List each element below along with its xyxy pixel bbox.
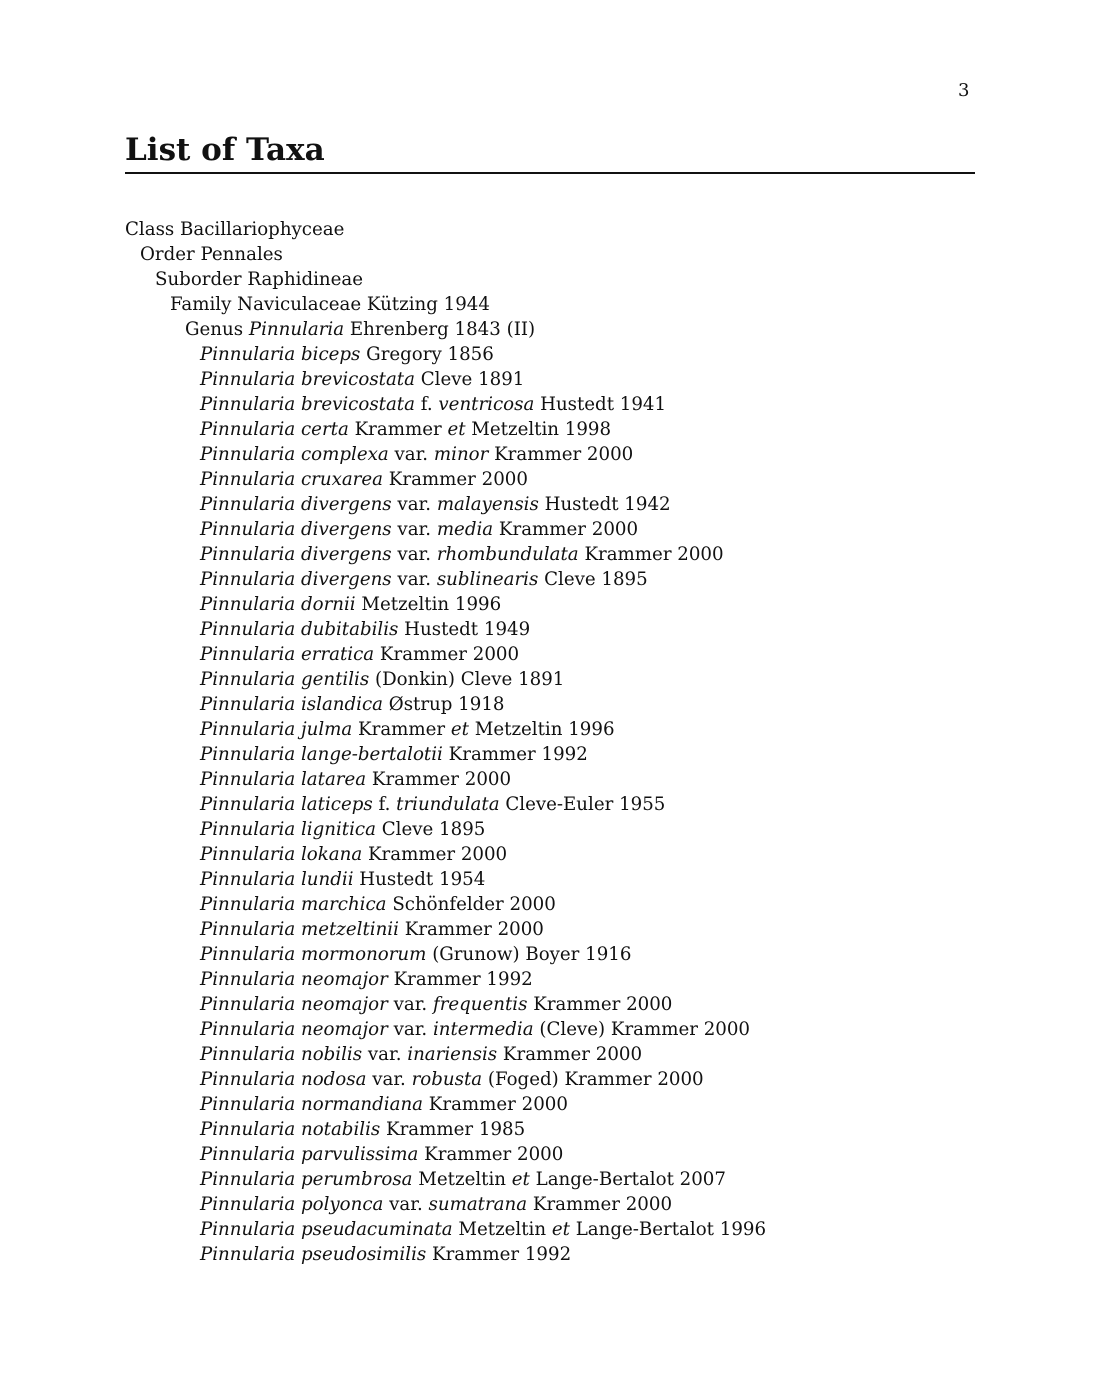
- taxon-name-italic: Pinnularia divergens: [200, 569, 392, 590]
- taxon-text: Østrup 1918: [383, 694, 505, 715]
- taxon-name-italic: Pinnularia biceps: [200, 344, 361, 365]
- taxon-text: Krammer 2000: [527, 994, 673, 1015]
- taxon-entry: [125, 642, 975, 667]
- taxon-entry: [125, 1242, 975, 1267]
- taxon-name-italic: Pinnularia nodosa: [200, 1069, 367, 1090]
- taxon-name-italic: Pinnularia laticeps: [200, 794, 373, 815]
- taxon-text: Metzeltin: [412, 1169, 512, 1190]
- taxon-text: Hustedt 1949: [398, 619, 531, 640]
- taxon-text: var.: [391, 519, 437, 540]
- taxon-text: var.: [362, 1044, 408, 1065]
- taxon-name-italic: Pinnularia divergens: [200, 544, 392, 565]
- taxon-entry: [125, 1067, 975, 1092]
- taxon-name-italic: sublinearis: [436, 569, 539, 590]
- taxon-text: var.: [391, 544, 437, 565]
- taxon-name-italic: inariensis: [407, 1044, 498, 1065]
- taxon-text: (Donkin) Cleve 1891: [369, 669, 565, 690]
- taxon-text: Krammer 2000: [366, 769, 512, 790]
- taxon-name-italic: sumatrana: [428, 1194, 528, 1215]
- taxon-entry: [125, 1217, 975, 1242]
- taxon-text: var.: [387, 1019, 433, 1040]
- taxon-text: Metzeltin 1996: [468, 719, 615, 740]
- taxon-text: Genus: [185, 319, 249, 340]
- taxon-name-italic: Pinnularia certa: [200, 419, 349, 440]
- taxon-name-italic: Pinnularia gentilis: [200, 669, 370, 690]
- taxon-text: Krammer 2000: [362, 844, 508, 865]
- taxon-entry: [125, 267, 975, 292]
- taxon-name-italic: Pinnularia neomajor: [200, 994, 388, 1015]
- taxon-entry: [125, 717, 975, 742]
- taxon-name-italic: ventricosa: [438, 394, 535, 415]
- taxon-text: Suborder Raphidineae: [155, 269, 364, 290]
- taxon-text: Metzeltin 1998: [465, 419, 612, 440]
- taxon-name-italic: frequentis: [432, 994, 528, 1015]
- taxon-text: var.: [387, 994, 433, 1015]
- taxon-text: Krammer: [348, 419, 448, 440]
- taxon-name-italic: malayensis: [436, 494, 539, 515]
- taxon-entry: [125, 242, 975, 267]
- taxon-text: Krammer 2000: [398, 919, 544, 940]
- taxon-entry: [125, 317, 975, 342]
- taxon-text: Lange-Bertalot 1996: [569, 1219, 767, 1240]
- taxon-text: Gregory 1856: [360, 344, 494, 365]
- taxon-name-italic: Pinnularia brevicostata: [200, 394, 415, 415]
- taxon-text: var.: [391, 569, 437, 590]
- taxon-entry: [125, 842, 975, 867]
- taxon-name-italic: Pinnularia metzeltinii: [200, 919, 399, 940]
- taxon-text: Krammer 2000: [578, 544, 724, 565]
- taxon-text: Schönfelder 2000: [386, 894, 556, 915]
- taxon-text: Krammer 1992: [442, 744, 588, 765]
- taxon-text: Hustedt 1954: [353, 869, 486, 890]
- taxon-name-italic: triundulata: [396, 794, 500, 815]
- page-title: List of Taxa: [125, 132, 325, 168]
- taxon-name-italic: Pinnularia islandica: [200, 694, 384, 715]
- taxon-entry: [125, 392, 975, 417]
- taxon-text: Krammer: [352, 719, 451, 740]
- taxon-text: Krammer 1992: [387, 969, 533, 990]
- taxon-name-italic: Pinnularia complexa: [200, 444, 389, 465]
- taxon-name-italic: Pinnularia julma: [200, 719, 353, 740]
- taxon-name-italic: Pinnularia parvulissima: [200, 1144, 419, 1165]
- taxon-entry: [125, 742, 975, 767]
- taxon-entry: [125, 667, 975, 692]
- taxon-name-italic: media: [436, 519, 494, 540]
- taxon-entry: [125, 492, 975, 517]
- taxon-name-italic: Pinnularia: [248, 319, 345, 340]
- taxon-name-italic: et: [447, 419, 466, 440]
- taxon-entry: [125, 942, 975, 967]
- taxon-entry: [125, 367, 975, 392]
- taxon-entry: [125, 542, 975, 567]
- taxon-name-italic: Pinnularia divergens: [200, 494, 392, 515]
- taxon-text: Krammer 2000: [488, 444, 634, 465]
- taxon-entry: [125, 792, 975, 817]
- taxon-entry: [125, 817, 975, 842]
- taxon-name-italic: Pinnularia neomajor: [200, 969, 388, 990]
- taxon-entry: [125, 417, 975, 442]
- taxon-text: Krammer 1992: [426, 1244, 572, 1265]
- taxon-name-italic: Pinnularia pseudacuminata: [200, 1219, 453, 1240]
- taxon-name-italic: et: [511, 1169, 530, 1190]
- taxon-text: Ehrenberg 1843 (II): [344, 319, 536, 340]
- taxon-text: Hustedt 1941: [534, 394, 667, 415]
- page-number: 3: [958, 80, 970, 101]
- taxon-text: f.: [414, 394, 439, 415]
- taxon-name-italic: Pinnularia erratica: [200, 644, 375, 665]
- taxon-name-italic: Pinnularia brevicostata: [200, 369, 415, 390]
- taxon-text: Class Bacillariophyceae: [125, 219, 345, 240]
- taxon-text: Krammer 2000: [423, 1094, 568, 1115]
- taxon-name-italic: robusta: [411, 1069, 483, 1090]
- taxon-text: Cleve 1891: [414, 369, 525, 390]
- taxon-name-italic: Pinnularia dornii: [200, 594, 356, 615]
- taxon-name-italic: Pinnularia notabilis: [200, 1119, 381, 1140]
- taxon-text: var.: [391, 494, 437, 515]
- taxon-entry: [125, 592, 975, 617]
- taxon-entry: [125, 1117, 975, 1142]
- taxon-text: Krammer 2000: [374, 644, 520, 665]
- taxon-name-italic: Pinnularia mormonorum: [200, 944, 427, 965]
- taxon-entry: [125, 692, 975, 717]
- taxon-name-italic: Pinnularia lange-bertalotii: [200, 744, 443, 765]
- taxon-text: Hustedt 1942: [538, 494, 671, 515]
- taxon-name-italic: Pinnularia normandiana: [200, 1094, 424, 1115]
- taxon-text: (Foged) Krammer 2000: [482, 1069, 704, 1090]
- taxon-name-italic: Pinnularia lundii: [200, 869, 354, 890]
- taxon-text: Metzeltin: [452, 1219, 552, 1240]
- taxon-text: f.: [372, 794, 397, 815]
- taxon-name-italic: Pinnularia lignitica: [200, 819, 376, 840]
- taxon-text: Krammer 2000: [418, 1144, 564, 1165]
- taxon-entry: [125, 867, 975, 892]
- taxon-entry: [125, 1092, 975, 1117]
- taxon-text: Metzeltin 1996: [355, 594, 502, 615]
- taxon-text: Krammer 2000: [527, 1194, 673, 1215]
- taxon-text: Order Pennales: [140, 244, 283, 265]
- taxon-entry: [125, 1142, 975, 1167]
- taxon-entry: [125, 467, 975, 492]
- taxon-entry: [125, 292, 975, 317]
- taxon-entry: [125, 342, 975, 367]
- taxon-entry: [125, 617, 975, 642]
- title-rule: [125, 172, 975, 174]
- taxon-entry: [125, 992, 975, 1017]
- taxon-name-italic: Pinnularia cruxarea: [200, 469, 383, 490]
- taxon-name-italic: et: [551, 1219, 570, 1240]
- taxon-name-italic: Pinnularia nobilis: [200, 1044, 363, 1065]
- taxon-entry: [125, 442, 975, 467]
- taxon-name-italic: et: [450, 719, 469, 740]
- taxon-entry: [125, 967, 975, 992]
- taxon-name-italic: Pinnularia latarea: [200, 769, 367, 790]
- taxon-name-italic: Pinnularia dubitabilis: [200, 619, 399, 640]
- taxon-name-italic: Pinnularia polyonca: [200, 1194, 384, 1215]
- taxon-name-italic: Pinnularia marchica: [200, 894, 387, 915]
- taxon-text: Lange-Bertalot 2007: [529, 1169, 726, 1190]
- taxon-entry: [125, 1167, 975, 1192]
- taxon-entry: [125, 1017, 975, 1042]
- taxon-name-italic: intermedia: [432, 1019, 534, 1040]
- taxon-text: Krammer 1985: [380, 1119, 526, 1140]
- taxon-entry: [125, 767, 975, 792]
- taxon-name-italic: Pinnularia perumbrosa: [200, 1169, 413, 1190]
- taxon-entry: [125, 892, 975, 917]
- taxon-entry: [125, 917, 975, 942]
- taxon-text: Family Naviculaceae Kützing 1944: [170, 294, 490, 315]
- taxon-text: var.: [383, 1194, 429, 1215]
- taxon-text: var.: [388, 444, 434, 465]
- taxon-text: Cleve 1895: [375, 819, 486, 840]
- taxon-name-italic: rhombundulata: [436, 544, 579, 565]
- taxon-entry: [125, 217, 975, 242]
- taxon-text: Krammer 2000: [497, 1044, 643, 1065]
- taxon-entry: [125, 517, 975, 542]
- taxon-name-italic: Pinnularia neomajor: [200, 1019, 388, 1040]
- taxon-text: Cleve-Euler 1955: [499, 794, 666, 815]
- taxon-text: Krammer 2000: [383, 469, 528, 490]
- taxon-name-italic: Pinnularia divergens: [200, 519, 392, 540]
- taxon-text: (Cleve) Krammer 2000: [533, 1019, 751, 1040]
- taxon-text: Cleve 1895: [538, 569, 648, 590]
- taxon-entry: [125, 1042, 975, 1067]
- taxon-text: Krammer 2000: [493, 519, 639, 540]
- taxon-name-italic: Pinnularia pseudosimilis: [200, 1244, 427, 1265]
- taxon-name-italic: Pinnularia lokana: [200, 844, 363, 865]
- taxon-name-italic: minor: [433, 444, 489, 465]
- taxon-entry: [125, 1192, 975, 1217]
- taxon-entry: [125, 567, 975, 592]
- taxon-text: (Grunow) Boyer 1916: [426, 944, 632, 965]
- taxa-list: [125, 217, 975, 1267]
- taxon-text: var.: [366, 1069, 412, 1090]
